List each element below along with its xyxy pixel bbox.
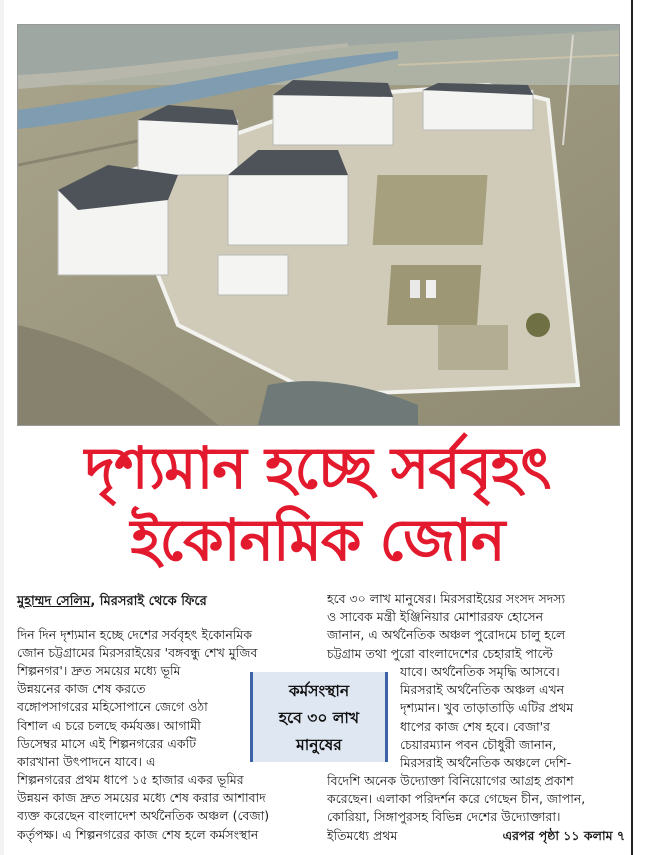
article-column-right-bottom <box>327 772 625 845</box>
text-line: ডিসেম্বর মাসে এই শিল্পনগরের একটি <box>17 735 197 751</box>
aerial-photo <box>17 24 620 426</box>
article-column-right-top <box>327 590 625 663</box>
text-line-end: ইতিমধ্যে প্রথম <box>327 827 398 843</box>
text-line: কোরিয়া, সিঙ্গাপুরসহ বিভিন্ন দেশের উদ্যোক্তারা। <box>327 809 561 825</box>
text-line: শিল্পনগর'। দ্রুত সময়ের মধ্যে ভূমি <box>17 663 181 678</box>
text-line: চেয়ারম্যান পবন চৌধুরী জানান, <box>400 736 557 752</box>
text-line: বিদেশি অনেক উদ্যোক্তা বিনিয়োগের আগ্রহ প্রকাশ <box>327 773 574 788</box>
text-line: যাবে। অর্থনৈতিক সমৃদ্ধি আসবে। <box>400 664 560 679</box>
text-line: মিরসরাই অর্থনৈতিক অঞ্চল এখন <box>400 682 565 698</box>
text-line: হবে ৩০ লাখ মানুষের। মিরসরাইয়ের সংসদ সদস্য <box>327 591 566 606</box>
continued-note: এরপর পৃষ্ঠা ১১ কলাম ৭ <box>502 827 625 843</box>
text-line: বিশাল এ চরে চলছে কর্মযজ্ঞ। আগামী <box>17 717 201 733</box>
text-line: কারখানা উৎপাদনে যাবে। এ <box>17 754 156 770</box>
text-line: দিন দিন দৃশ্যমান হচ্ছে দেশের সর্ববৃহৎ ইকোনমিক <box>17 627 253 642</box>
byline <box>17 593 317 611</box>
text-line: জোন চট্টগ্রামের মিরসরাইয়ের 'বঙ্গবন্ধু শেখ মুজিব <box>17 645 258 660</box>
article-column-left-line2 <box>17 644 316 662</box>
byline-author: মুহাম্মদ সেলিম <box>17 594 91 609</box>
text-line: বঙ্গোপসাগরের মহিসোপানে জেগে ওঠা <box>17 699 208 715</box>
text-line: ধাপের কাজ শেষ হবে। বেজা'র <box>400 718 550 734</box>
text-line-last <box>327 827 625 845</box>
article-column-left-bottom <box>17 771 316 844</box>
pull-quote-line-3: মানুষের <box>296 736 342 754</box>
text-line: শিল্পনগরের প্রথম ধাপে ১৫ হাজার একর ভূমির <box>17 772 244 787</box>
headline <box>17 432 618 576</box>
headline-line-2: ইকোনমিক জোন <box>130 506 505 574</box>
article-column-left-narrow <box>17 662 242 771</box>
text-line: উন্নয়ন কাজ দ্রুত সময়ের মধ্যে শেষ করার আশাবাদ <box>17 790 266 806</box>
text-line: দৃশ্যমান। খুব তাড়াতাড়ি এটির প্রথম <box>400 700 574 716</box>
text-line: জানান, এ অর্থনৈতিক অঞ্চল পুরোদমে চালু হলে <box>327 627 566 643</box>
text-line: ও সাবেক মন্ত্রী ইঞ্জিনিয়ার মোশাররফ হোসেন <box>327 609 544 625</box>
text-line: চট্টগ্রাম তথা পুরো বাংলাদেশের চেহারাই পাল্টে <box>327 645 553 661</box>
text-line: করেছেন। এলাকা পরিদর্শন করে গেছেন চীন, জাপান, <box>327 791 586 807</box>
byline-location: , মিরসরাই থেকে ফিরে <box>90 594 207 609</box>
article-column-left-top <box>17 626 316 644</box>
pull-quote <box>250 672 388 762</box>
column-rule <box>631 0 633 855</box>
pull-quote-line-1: কর্মসংস্থান <box>288 682 350 700</box>
text-line: কর্তৃপক্ষ। এ শিল্পনগরের কাজ শেষ হলে কর্মসংস্থান <box>17 826 259 842</box>
text-line: ব্যক্ত করেছেন বাংলাদেশ অর্থনৈতিক অঞ্চল (বেজা) <box>17 808 270 824</box>
text-line: উন্নয়নের কাজ শেষ করতে <box>17 681 146 697</box>
pull-quote-line-2: হবে ৩০ লাখ <box>278 709 360 727</box>
text-line: মিরসরাই অর্থনৈতিক অঞ্চলে দেশি- <box>400 755 572 771</box>
article-column-right-narrow <box>400 663 625 772</box>
page-edge <box>0 0 4 855</box>
headline-line-1: দৃশ্যমান হচ্ছে সর্ববৃহৎ <box>84 434 551 502</box>
